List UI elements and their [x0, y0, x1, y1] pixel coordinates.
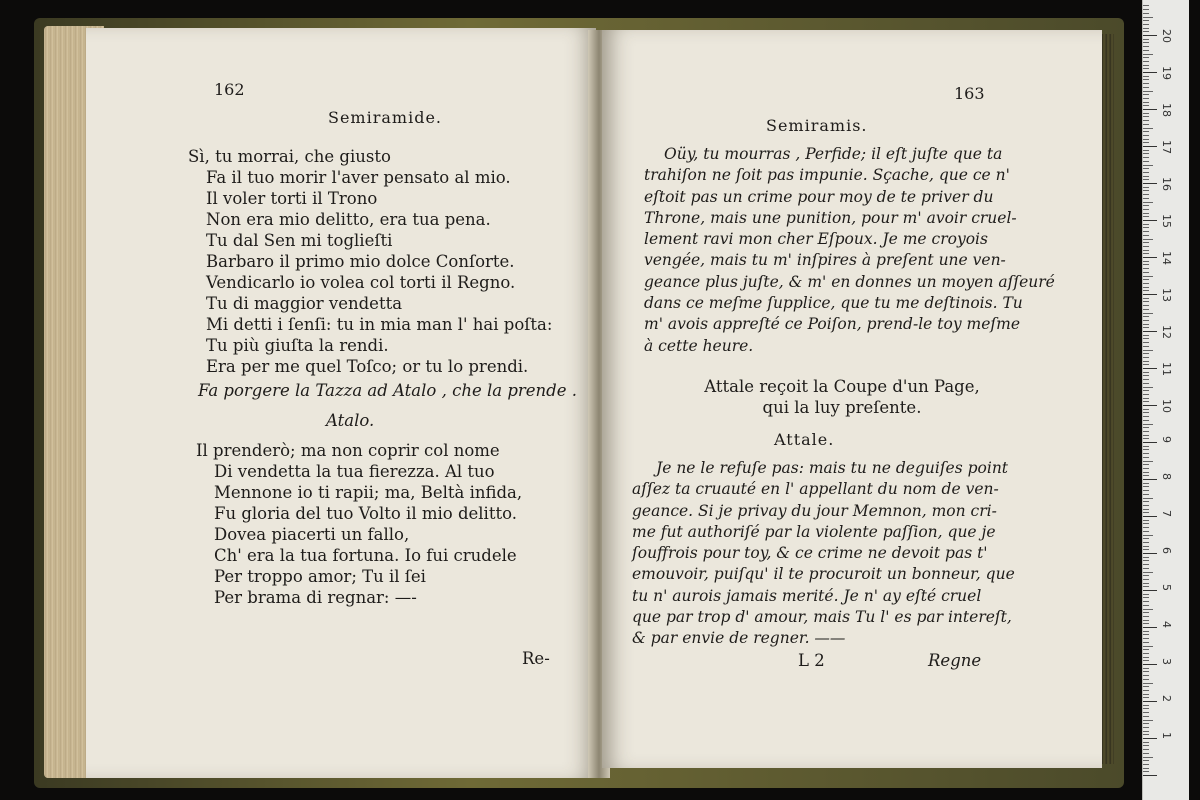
ruler-tick — [1143, 690, 1149, 691]
ruler-tick — [1143, 335, 1149, 336]
ruler-tick — [1143, 375, 1149, 376]
verse-line: Non era mio delitto, era tua pena. — [206, 210, 491, 229]
prose-line: m' avois appreſté ce Poiſon, prend-le toy meſme — [644, 315, 1020, 334]
ruler-tick — [1143, 338, 1149, 339]
ruler-tick — [1143, 331, 1157, 332]
verse-line: Fa il tuo morir l'aver pensato al mio. — [206, 168, 511, 187]
ruler-tick — [1143, 98, 1149, 99]
stage-direction: Fa porgere la Tazza ad Atalo , che la prende . — [198, 381, 577, 400]
ruler-tick — [1143, 609, 1153, 610]
speech-line: Ch' era la tua fortuna. Io fui crudele — [214, 546, 517, 565]
speaker-name: Atalo. — [326, 411, 375, 430]
ruler-tick — [1143, 716, 1149, 717]
ruler-tick — [1143, 412, 1149, 413]
ruler-tick — [1143, 39, 1149, 40]
ruler-tick — [1143, 61, 1149, 62]
ruler-tick — [1143, 453, 1149, 454]
ruler-tick — [1143, 150, 1149, 151]
ruler-tick — [1143, 457, 1149, 458]
ruler-tick — [1143, 745, 1149, 746]
ruler-tick — [1143, 213, 1149, 214]
ruler-label: 17 — [1160, 140, 1173, 154]
ruler-tick — [1143, 479, 1157, 480]
prose-line: eſtoit pas un crime pour moy de te priver du — [644, 187, 994, 206]
speech-line: emouvoir, puiſqu' il te procuroit un bonneur, que — [632, 565, 1015, 584]
ruler-tick — [1143, 649, 1149, 650]
ruler-tick — [1143, 442, 1157, 443]
ruler-tick — [1143, 616, 1149, 617]
ruler-tick — [1143, 753, 1149, 754]
speech-line: Di vendetta la tua fierezza. Al tuo — [214, 462, 495, 481]
ruler-label: 7 — [1160, 510, 1173, 517]
ruler-label: 8 — [1160, 473, 1173, 480]
ruler-tick — [1143, 505, 1149, 506]
ruler-tick — [1143, 91, 1153, 92]
ruler-tick — [1143, 475, 1149, 476]
verse-line: Mi detti i ſenſi: tu in mia man l' hai poſta: — [206, 315, 553, 334]
ruler-tick — [1143, 72, 1157, 73]
ruler-tick — [1143, 572, 1153, 573]
ruler-tick — [1143, 509, 1149, 510]
speech-line: me fut authoriſé par la violente paſſion, que je — [632, 522, 996, 541]
ruler-tick — [1143, 731, 1149, 732]
ruler-tick — [1143, 712, 1149, 713]
prose-line: vengée, mais tu m' inſpires à preſent une ven- — [644, 251, 1006, 270]
ruler-tick — [1143, 116, 1149, 117]
verse-line: Il voler torti il Trono — [206, 189, 378, 208]
ruler-tick — [1143, 13, 1149, 14]
ruler-tick — [1143, 771, 1149, 772]
ruler-tick — [1143, 250, 1149, 251]
ruler-tick — [1143, 738, 1157, 739]
ruler-tick — [1143, 272, 1149, 273]
ruler-tick — [1143, 671, 1149, 672]
ruler-tick — [1143, 764, 1149, 765]
ruler-tick — [1143, 124, 1149, 125]
ruler-tick — [1143, 176, 1149, 177]
ruler-tick — [1143, 324, 1149, 325]
signature-mark: L 2 — [798, 651, 825, 670]
ruler-tick — [1143, 387, 1153, 388]
ruler-tick — [1143, 309, 1149, 310]
ruler-tick — [1143, 775, 1157, 776]
ruler-tick — [1143, 583, 1149, 584]
ruler-tick — [1143, 468, 1149, 469]
ruler-tick — [1143, 560, 1149, 561]
ruler-tick — [1143, 664, 1157, 665]
ruler-tick — [1143, 5, 1149, 6]
right-page — [602, 30, 1102, 768]
prose-line: Throne, mais une punition, pour m' avoir cruel- — [644, 208, 1017, 227]
ruler-tick — [1143, 527, 1149, 528]
prose-block — [644, 144, 1055, 357]
ruler-tick — [1143, 54, 1153, 55]
ruler-tick — [1143, 653, 1149, 654]
ruler-label: 16 — [1160, 177, 1173, 191]
ruler-tick — [1143, 9, 1149, 10]
prose-line: dans ce meſme ſupplice, que tu me deſtinois. Tu — [644, 294, 1023, 313]
prose-line: trahiſon ne ſoit pas impunie. Sçache, que ce n' — [644, 166, 1010, 185]
ruler-tick — [1143, 512, 1149, 513]
ruler-tick — [1143, 202, 1153, 203]
speech-line: Dovea piacerti un fallo, — [214, 525, 410, 544]
ruler-tick — [1143, 87, 1149, 88]
ruler-tick — [1143, 31, 1149, 32]
ruler-tick — [1143, 494, 1149, 495]
ruler-tick — [1143, 623, 1149, 624]
ruler-tick — [1143, 760, 1149, 761]
ruler-tick — [1143, 553, 1157, 554]
ruler-tick — [1143, 416, 1149, 417]
ruler-tick — [1143, 342, 1149, 343]
ruler-tick — [1143, 590, 1157, 591]
ruler-tick — [1143, 142, 1149, 143]
ruler-tick — [1143, 17, 1153, 18]
ruler-tick — [1143, 298, 1149, 299]
ruler-tick — [1143, 139, 1149, 140]
ruler-tick — [1143, 364, 1149, 365]
ruler-tick — [1143, 172, 1149, 173]
ruler-tick — [1143, 694, 1149, 695]
ruler-tick — [1143, 128, 1153, 129]
ruler-label: 6 — [1160, 547, 1173, 554]
ruler-tick — [1143, 109, 1157, 110]
ruler-tick — [1143, 264, 1149, 265]
ruler-tick — [1143, 350, 1153, 351]
ruler-label: 11 — [1160, 362, 1173, 376]
ruler-tick — [1143, 564, 1149, 565]
ruler-tick — [1143, 42, 1149, 43]
verse-block — [188, 146, 552, 377]
speech-line: & par envie de regner. —— — [632, 629, 846, 648]
ruler-tick — [1143, 464, 1149, 465]
ruler-tick — [1143, 379, 1149, 380]
ruler-tick — [1143, 179, 1149, 180]
ruler-tick — [1143, 394, 1149, 395]
verse-line: Barbaro il primo mio dolce Conſorte. — [206, 252, 515, 271]
ruler-tick — [1143, 290, 1149, 291]
ruler-label: 10 — [1160, 399, 1173, 413]
ruler-label: 12 — [1160, 325, 1173, 339]
verse-line: Era per me quel Toſco; or tu lo prendi. — [206, 357, 529, 376]
ruler-tick — [1143, 157, 1149, 158]
ruler-tick — [1143, 287, 1149, 288]
ruler-tick — [1143, 220, 1157, 221]
verse-line: Tu di maggior vendetta — [206, 294, 403, 313]
ruler-tick — [1143, 153, 1149, 154]
ruler-tick — [1143, 546, 1149, 547]
ruler-label: 9 — [1160, 436, 1173, 443]
ruler-tick — [1143, 683, 1153, 684]
ruler-tick — [1143, 79, 1149, 80]
ruler-tick — [1143, 679, 1149, 680]
ruler-tick — [1143, 372, 1149, 373]
stage-line: Attale reçoit la Coupe d'un Page, — [704, 377, 980, 396]
ruler-tick — [1143, 675, 1149, 676]
ruler-tick — [1143, 246, 1149, 247]
speech-line: Il prenderò; ma non coprir col nome — [196, 441, 500, 460]
ruler-tick — [1143, 20, 1149, 21]
ruler-tick — [1143, 253, 1149, 254]
ruler-tick — [1143, 113, 1149, 114]
speech-line: Mennone io ti rapii; ma, Beltà infida, — [214, 483, 523, 502]
speech-line: tu n' aurois jamais merité. Je n' ay eſté cruel — [632, 586, 982, 605]
ruler-tick — [1143, 216, 1149, 217]
ruler-tick — [1143, 361, 1149, 362]
ruler-tick — [1143, 749, 1149, 750]
ruler-tick — [1143, 224, 1149, 225]
ruler-tick — [1143, 57, 1149, 58]
ruler-tick — [1143, 357, 1149, 358]
verse-line: Sì, tu morrai, che giusto — [188, 147, 391, 166]
ruler-tick — [1143, 597, 1149, 598]
prose-line: lement ravi mon cher Eſpoux. Je me croyois — [644, 230, 988, 249]
ruler-tick — [1143, 279, 1149, 280]
ruler-tick — [1143, 320, 1149, 321]
ruler-tick — [1143, 35, 1157, 36]
ruler-tick — [1143, 268, 1149, 269]
ruler-tick — [1143, 594, 1149, 595]
ruler-tick — [1143, 549, 1149, 550]
ruler-tick — [1143, 409, 1149, 410]
ruler-tick — [1143, 449, 1149, 450]
ruler-tick — [1143, 520, 1149, 521]
ruler-tick — [1143, 542, 1149, 543]
ruler-tick — [1143, 183, 1157, 184]
speech-line: Je ne le refuſe pas: mais tu ne deguiſes point — [656, 459, 1009, 477]
ruler-tick — [1143, 701, 1157, 702]
ruler-label: 2 — [1160, 695, 1173, 702]
ruler-tick — [1143, 660, 1149, 661]
ruler-tick — [1143, 427, 1149, 428]
ruler-tick — [1143, 102, 1149, 103]
ruler-tick — [1143, 538, 1149, 539]
ruler-tick — [1143, 501, 1149, 502]
ruler-tick — [1143, 579, 1149, 580]
ruler-tick — [1143, 697, 1149, 698]
ruler-tick — [1143, 424, 1153, 425]
page-number: 162 — [214, 80, 245, 99]
ruler-tick — [1143, 705, 1149, 706]
speech-block — [632, 458, 1015, 650]
speech-line: geance. Si je privay du jour Memnon, mon cri- — [632, 501, 997, 520]
ruler-tick — [1143, 94, 1149, 95]
ruler-tick — [1143, 301, 1149, 302]
ruler-tick — [1143, 242, 1149, 243]
ruler-tick — [1143, 28, 1149, 29]
ruler-label: 4 — [1160, 621, 1173, 628]
prose-line: Oüy, tu mourras , Perfide; il eſt juſte que ta — [664, 145, 1003, 163]
ruler-tick — [1143, 631, 1149, 632]
verse-line: Vendicarlo io volea col torti il Regno. — [206, 273, 516, 292]
ruler-tick — [1143, 353, 1149, 354]
ruler-tick — [1143, 205, 1149, 206]
ruler-tick — [1143, 313, 1153, 314]
ruler-tick — [1143, 568, 1149, 569]
ruler-tick — [1143, 668, 1149, 669]
ruler-tick — [1143, 461, 1153, 462]
page-number: 163 — [954, 84, 985, 103]
ruler-tick — [1143, 83, 1149, 84]
ruler-tick — [1143, 398, 1149, 399]
ruler-tick — [1143, 734, 1149, 735]
ruler-tick — [1143, 575, 1149, 576]
ruler-tick — [1143, 742, 1149, 743]
ruler-tick — [1143, 620, 1149, 621]
ruler-tick — [1143, 161, 1149, 162]
ruler-label: 5 — [1160, 584, 1173, 591]
ruler-tick — [1143, 686, 1149, 687]
ruler-tick — [1143, 435, 1149, 436]
ruler-tick — [1143, 294, 1157, 295]
ruler-label: 3 — [1160, 658, 1173, 665]
ruler-tick — [1143, 187, 1149, 188]
ruler-tick — [1143, 708, 1149, 709]
prose-line: à cette heure. — [644, 336, 754, 355]
ruler-tick — [1143, 535, 1153, 536]
ruler-tick — [1143, 483, 1149, 484]
running-head: Semiramide. — [328, 108, 442, 127]
ruler-tick — [1143, 276, 1153, 277]
measuring-ruler — [1142, 0, 1189, 800]
speech-line: ſouffrois pour toy, & ce crime ne devoit pas t' — [632, 544, 988, 563]
stage-line: qui la luy preſente. — [762, 398, 922, 417]
ruler-tick — [1143, 657, 1149, 658]
verse-line: Tu più giuſta la rendi. — [206, 336, 389, 355]
ruler-tick — [1143, 346, 1149, 347]
ruler-tick — [1143, 646, 1153, 647]
ruler-tick — [1143, 472, 1149, 473]
ruler-tick — [1143, 146, 1157, 147]
ruler-tick — [1143, 390, 1149, 391]
ruler-tick — [1143, 24, 1149, 25]
ruler-tick — [1143, 131, 1149, 132]
ruler-tick — [1143, 723, 1149, 724]
ruler-tick — [1143, 209, 1149, 210]
ruler-tick — [1143, 523, 1149, 524]
ruler-tick — [1143, 261, 1149, 262]
ruler-tick — [1143, 305, 1149, 306]
speech-block — [196, 440, 522, 608]
verse-line: Tu dal Sen mi toglieſti — [206, 231, 393, 250]
ruler-tick — [1143, 194, 1149, 195]
ruler-tick — [1143, 46, 1149, 47]
ruler-tick — [1143, 235, 1149, 236]
ruler-tick — [1143, 327, 1149, 328]
ruler-tick — [1143, 586, 1149, 587]
speech-line: Fu gloria del tuo Volto il mio delitto. — [214, 504, 517, 523]
ruler-tick — [1143, 239, 1153, 240]
ruler-label: 15 — [1160, 214, 1173, 228]
ruler-tick — [1143, 120, 1149, 121]
ruler-label: 1 — [1160, 732, 1173, 739]
ruler-tick — [1143, 486, 1149, 487]
ruler-tick — [1143, 757, 1153, 758]
speech-line: Per brama di regnar: —- — [214, 588, 417, 607]
ruler-label: 13 — [1160, 288, 1173, 302]
ruler-tick — [1143, 638, 1149, 639]
ruler-tick — [1143, 368, 1157, 369]
ruler-tick — [1143, 438, 1149, 439]
ruler-tick — [1143, 490, 1149, 491]
speech-line: Per troppo amor; Tu il ſei — [214, 567, 426, 586]
ruler-tick — [1143, 642, 1149, 643]
speech-line: aſſez ta cruauté en l' appellant du nom de ven- — [632, 480, 999, 499]
ruler-tick — [1143, 231, 1149, 232]
ruler-tick — [1143, 50, 1149, 51]
speech-line: que par trop d' amour, mais Tu l' es par intereſt, — [632, 608, 1012, 627]
ruler-tick — [1143, 405, 1157, 406]
ruler-tick — [1143, 768, 1149, 769]
ruler-tick — [1143, 720, 1153, 721]
ruler-label: 20 — [1160, 29, 1173, 43]
ruler-tick — [1143, 168, 1149, 169]
ruler-tick — [1143, 283, 1149, 284]
ruler-tick — [1143, 198, 1149, 199]
catchword: Regne — [928, 651, 982, 670]
ruler-tick — [1143, 383, 1149, 384]
ruler-tick — [1143, 557, 1149, 558]
ruler-label: 14 — [1160, 251, 1173, 265]
ruler-tick — [1143, 601, 1149, 602]
ruler-tick — [1143, 446, 1149, 447]
ruler-tick — [1143, 105, 1149, 106]
ruler-tick — [1143, 612, 1149, 613]
ruler-label: 19 — [1160, 66, 1173, 80]
left-page — [86, 28, 596, 778]
ruler-tick — [1143, 401, 1149, 402]
ruler-tick — [1143, 431, 1149, 432]
speaker-name: Attale. — [774, 430, 835, 449]
ruler-tick — [1143, 65, 1149, 66]
ruler-tick — [1143, 531, 1149, 532]
ruler-tick — [1143, 135, 1149, 136]
ruler-tick — [1143, 257, 1157, 258]
ruler-tick — [1143, 190, 1149, 191]
ruler-tick — [1143, 634, 1149, 635]
ruler-tick — [1143, 316, 1149, 317]
ruler-tick — [1143, 68, 1149, 69]
catchword: Re- — [522, 649, 550, 668]
ruler-tick — [1143, 516, 1157, 517]
ruler-tick — [1143, 727, 1149, 728]
ruler-tick — [1143, 227, 1149, 228]
ruler-label: 18 — [1160, 103, 1173, 117]
ruler-tick — [1143, 420, 1149, 421]
ruler-tick — [1143, 605, 1149, 606]
ruler-tick — [1143, 627, 1157, 628]
stage-direction — [642, 376, 1042, 418]
ruler-tick — [1143, 165, 1153, 166]
ruler-tick — [1143, 76, 1149, 77]
running-head: Semiramis. — [766, 116, 868, 135]
prose-line: geance plus juſte, & m' en donnes un moyen aſſeuré — [644, 272, 1055, 291]
ruler-tick — [1143, 498, 1153, 499]
